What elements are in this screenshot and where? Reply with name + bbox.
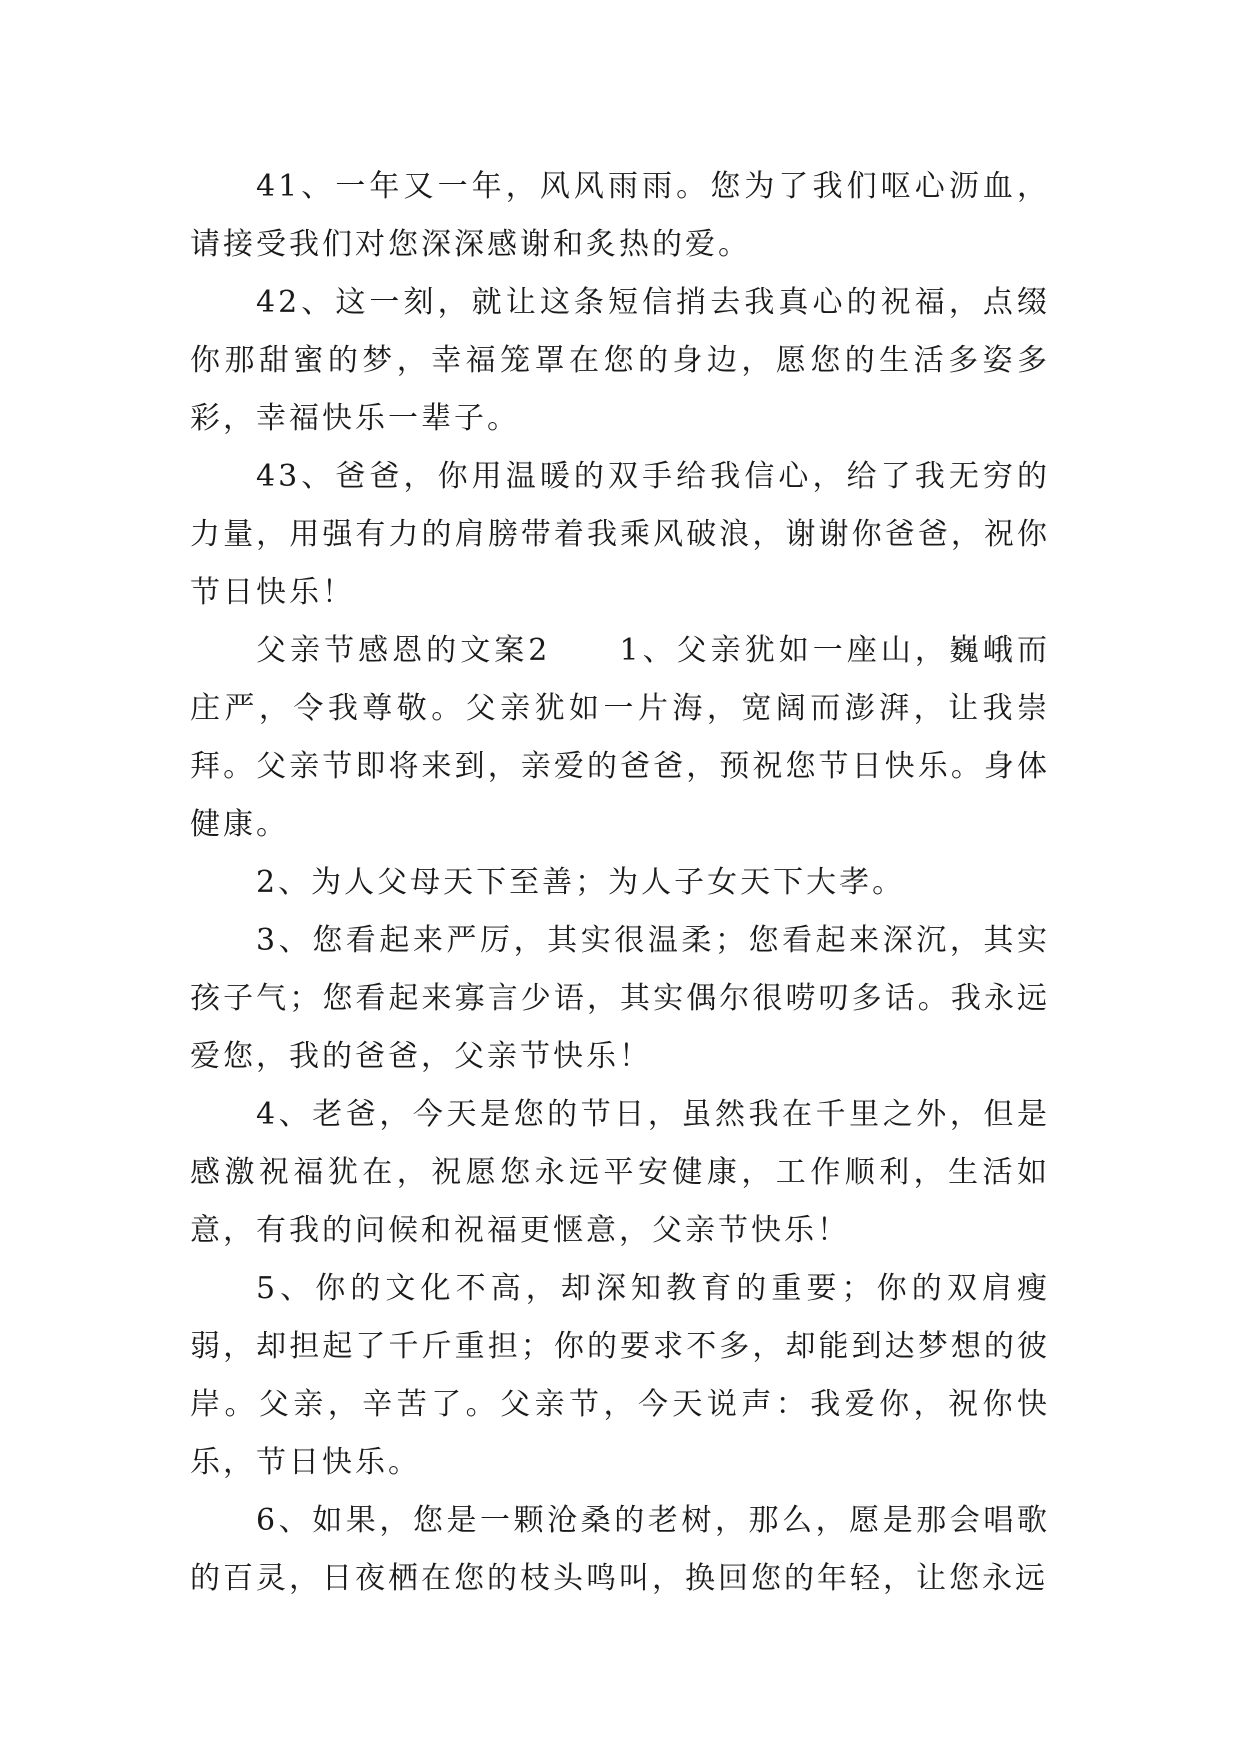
paragraph-43: 43、爸爸，你用温暖的双手给我信心，给了我无穷的力量，用强有力的肩膀带着我乘风破浪，谢谢你爸爸，祝你节日快乐！ xyxy=(190,459,1050,610)
paragraph-item-2: 2、为人父母天下至善；为人子女天下大孝。 xyxy=(256,865,906,900)
document-body xyxy=(190,158,1050,1608)
paragraph-42: 42、这一刻，就让这条短信捎去我真心的祝福，点缀你那甜蜜的梦，幸福笼罩在您的身边，愿您的生活多姿多彩，幸福快乐一辈子。 xyxy=(190,285,1050,436)
paragraph-41: 41、一年又一年，风风雨雨。您为了我们呕心沥血，请接受我们对您深深感谢和炙热的爱。 xyxy=(190,169,1050,262)
paragraph-item-5: 5、你的文化不高，却深知教育的重要；你的双肩瘦弱，却担起了千斤重担；你的要求不多，却能到达梦想的彼岸。父亲，辛苦了。父亲节，今天说声：我爱你，祝你快乐，节日快乐。 xyxy=(190,1271,1050,1480)
paragraph-item-4: 4、老爸，今天是您的节日，虽然我在千里之外，但是感激祝福犹在，祝愿您永远平安健康，工作顺利，生活如意，有我的问候和祝福更惬意，父亲节快乐！ xyxy=(190,1097,1050,1248)
paragraph-item-3: 3、您看起来严厉，其实很温柔；您看起来深沉，其实孩子气；您看起来寡言少语，其实偶尔很唠叨多话。我永远爱您，我的爸爸，父亲节快乐！ xyxy=(190,923,1050,1074)
paragraph-item-6: 6、如果，您是一颗沧桑的老树，那么，愿是那会唱歌的百灵，日夜栖在您的枝头鸣叫，换回您的年轻，让您永远 xyxy=(190,1503,1050,1596)
paragraph-section-2-item-1: 父亲节感恩的文案2 1、父亲犹如一座山，巍峨而庄严，令我尊敬。父亲犹如一片海，宽阔而澎湃，让我崇拜。父亲节即将来到，亲爱的爸爸，预祝您节日快乐。身体健康。 xyxy=(190,633,1050,842)
